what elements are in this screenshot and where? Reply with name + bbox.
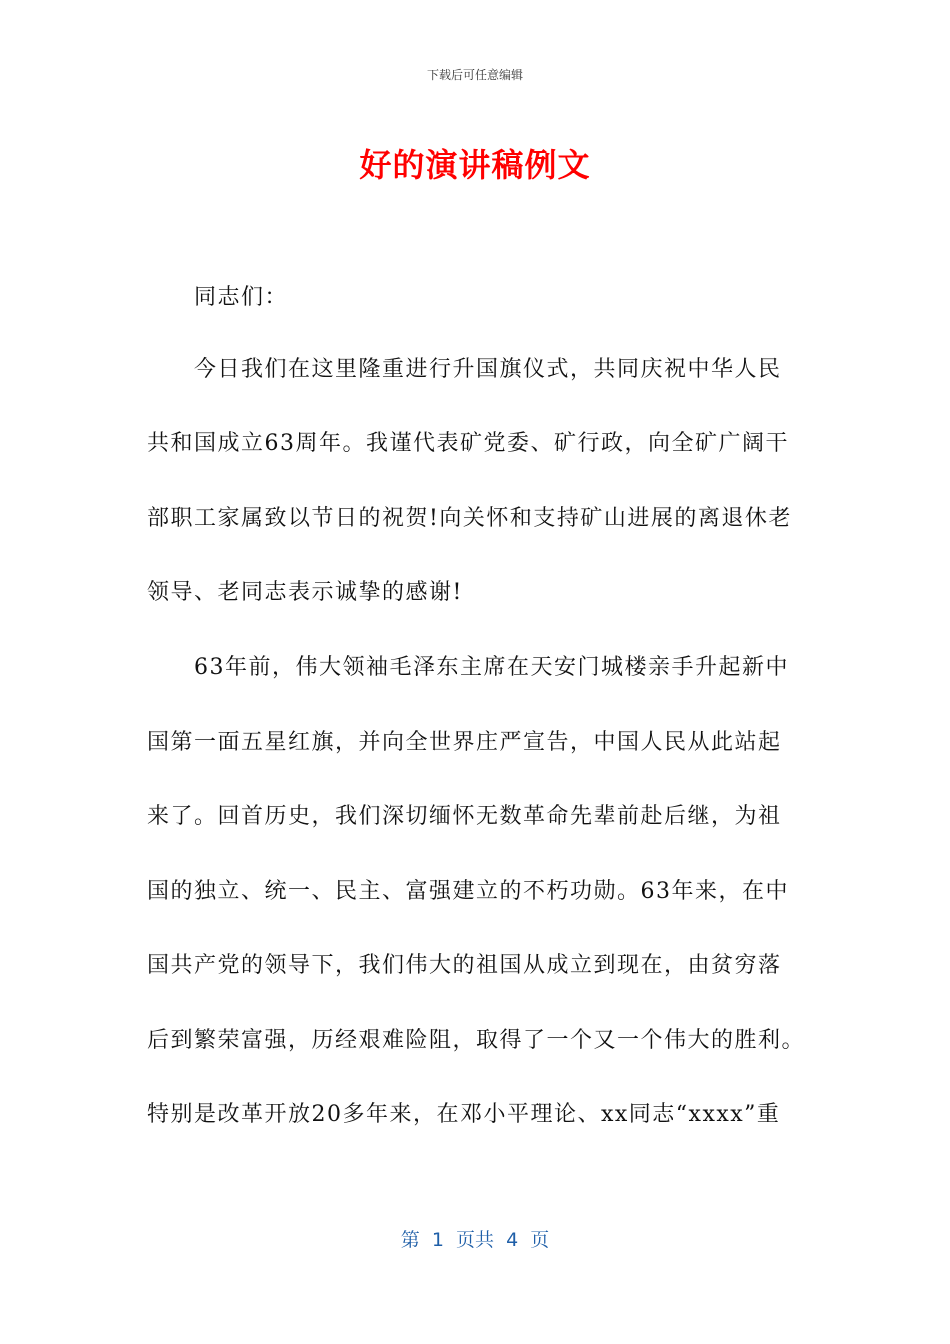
document-title: 好的演讲稿例文 (359, 146, 591, 184)
body-line: 共和国成立63周年。我谨代表矿党委、矿行政，向全矿广阔干 (147, 431, 789, 456)
body-line: 同志们： (147, 285, 289, 310)
body-line: 后到繁荣富强，历经艰难险阻，取得了一个又一个伟大的胜利。 (147, 1028, 806, 1053)
body-line: 特别是改革开放20多年来，在邓小平理论、xx同志“xxxx”重 (147, 1102, 781, 1127)
body-line: 今日我们在这里隆重进行升国旗仪式，共同庆祝中华人民 (147, 357, 782, 382)
page-footer: 第 1 页共 4 页 (400, 1229, 550, 1251)
body-line: 来了。回首历史，我们深切缅怀无数革命先辈前赴后继，为祖 (147, 804, 782, 829)
body-line: 国第一面五星红旗，并向全世界庄严宣告，中国人民从此站起 (147, 730, 782, 755)
header-note: 下载后可任意编辑 (426, 68, 523, 82)
body-line: 63年前，伟大领袖毛泽东主席在天安门城楼亲手升起新中 (147, 655, 789, 680)
body-line: 领导、老同志表示诚挚的感谢! (147, 580, 463, 605)
body-line: 部职工家属致以节日的祝贺!向关怀和支持矿山进展的离退休老 (147, 506, 792, 531)
body-line: 国的独立、统一、民主、富强建立的不朽功勋。63年来，在中 (147, 879, 789, 904)
body-line: 国共产党的领导下，我们伟大的祖国从成立到现在，由贫穷落 (147, 953, 782, 978)
